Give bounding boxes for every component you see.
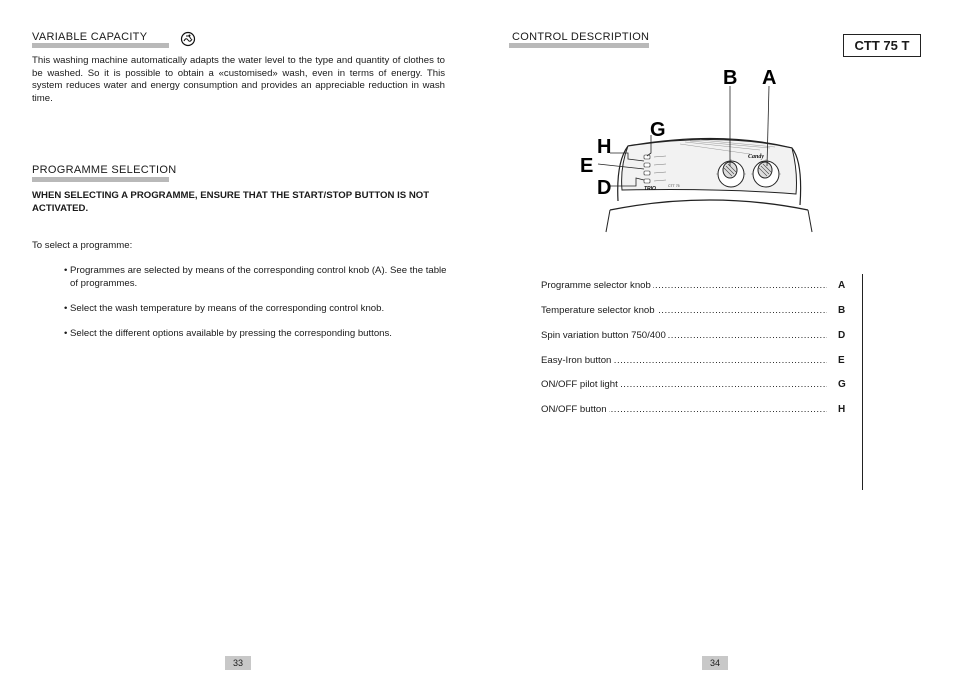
legend-row xyxy=(541,330,849,344)
control-panel-diagram xyxy=(570,62,840,237)
legend-label: Easy-Iron button xyxy=(541,355,612,366)
callout-b: B xyxy=(723,67,738,89)
model-label: CTT 75 T xyxy=(843,34,921,57)
legend-letter: B xyxy=(838,305,846,316)
on-off-button-h xyxy=(644,163,650,167)
variable-capacity-icon xyxy=(180,31,196,47)
variable-capacity-rule xyxy=(32,43,169,48)
programme-selection-rule xyxy=(32,177,169,182)
legend-letter: E xyxy=(838,355,845,366)
list-item: • Programmes are selected by means of the corresponding control knob (A). See the table of programmes. xyxy=(64,265,447,289)
callout-g: G xyxy=(650,119,666,141)
page-number-right: 34 xyxy=(702,656,728,670)
legend-label: ON/OFF button xyxy=(541,404,607,415)
variable-capacity-body: This washing machine automatically adapts the water level to the type and quantity of clothes to be washed. So it is possible to obtain a «customised» wash, even in terms of energy. This system reduces water and energy consumption and provides an appreciable reduction in wash time. xyxy=(32,55,445,104)
legend-label: ON/OFF pilot light xyxy=(541,379,618,390)
control-description-title: CONTROL DESCRIPTION xyxy=(512,31,650,43)
legend-letter: D xyxy=(838,330,846,341)
callout-e: E xyxy=(580,155,594,177)
spin-button-d xyxy=(644,179,650,183)
variable-capacity-title: VARIABLE CAPACITY xyxy=(32,31,148,43)
legend-letter: A xyxy=(838,280,846,291)
list-item: • Select the different options available by pressing the corresponding buttons. xyxy=(64,328,392,339)
legend-row xyxy=(541,379,849,393)
control-description-rule xyxy=(509,43,649,48)
legend-label: Programme selector knob xyxy=(541,280,651,291)
brand-logo: Candy xyxy=(748,154,765,160)
legend-row xyxy=(541,280,849,294)
programme-warning: WHEN SELECTING A PROGRAMME, ENSURE THAT THE START/STOP BUTTON IS NOT ACTIVATED. xyxy=(32,190,430,214)
legend-row xyxy=(541,404,849,418)
programme-selection-title: PROGRAMME SELECTION xyxy=(32,164,177,176)
page-number-left: 33 xyxy=(225,656,251,670)
legend-label: Temperature selector knob xyxy=(541,305,655,316)
legend-letter: H xyxy=(838,404,846,415)
trio-label: TRIO xyxy=(644,186,656,192)
list-item: • Select the wash temperature by means of the corresponding control knob. xyxy=(64,303,385,314)
callout-h: H xyxy=(597,136,612,158)
legend-letter: G xyxy=(838,379,846,390)
legend-divider xyxy=(862,274,863,490)
legend-row xyxy=(541,355,849,369)
callout-d: D xyxy=(597,177,612,199)
callout-a: A xyxy=(762,67,777,89)
programme-intro: To select a programme: xyxy=(32,240,133,251)
legend-label: Spin variation button 750/400 xyxy=(541,330,666,341)
easy-iron-button-e xyxy=(644,171,650,175)
model-small-text: CTT 75 xyxy=(668,184,680,188)
legend-row xyxy=(541,305,849,319)
